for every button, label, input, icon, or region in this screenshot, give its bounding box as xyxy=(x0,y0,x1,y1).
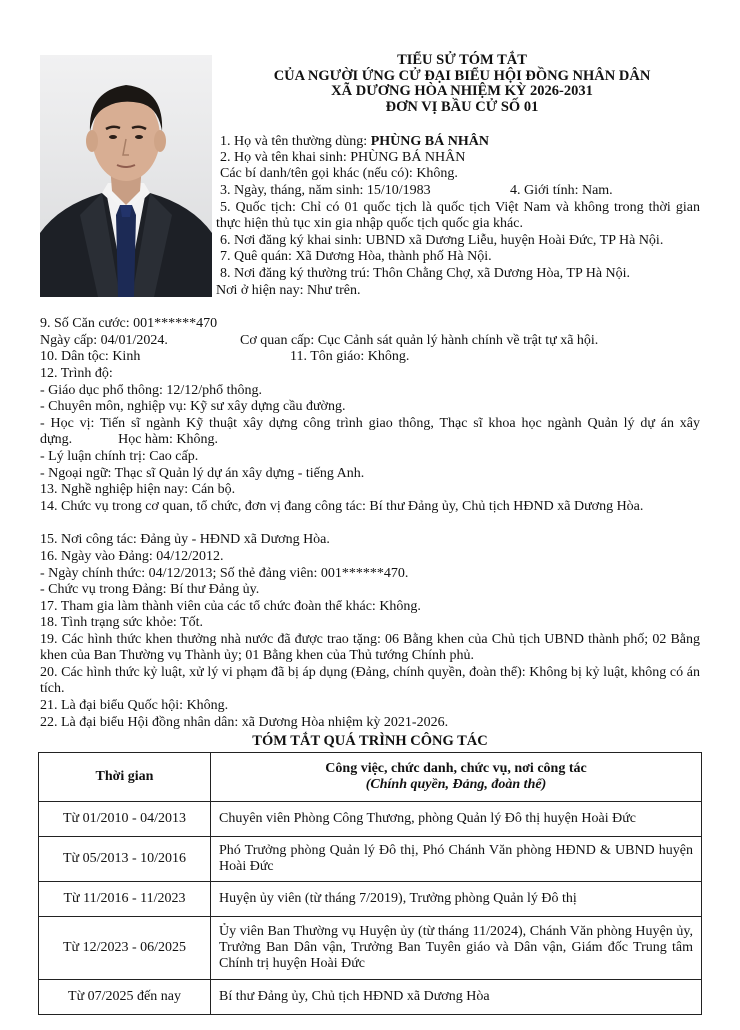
career-desc-cell: Ủy viên Ban Thường vụ Huyện ủy (từ tháng 11/2024), Chánh Văn phòng Huyện ủy, Trưởng Ban Dân vận, Trưởng Ban Tuyên giáo và Dân vận, Giám đốc Trung tâm Chính trị huyện Hoài Đức xyxy=(211,917,702,980)
career-desc-cell: Bí thư Đảng ủy, Chủ tịch HĐND xã Dương Hòa xyxy=(211,980,702,1015)
bio-item-12e: - Ngoại ngữ: Thạc sĩ Quản lý dự án xây dựng - tiếng Anh. xyxy=(40,466,365,481)
bio-item-14: 14. Chức vụ trong cơ quan, tổ chức, đơn vị đang công tác: Bí thư Đảng ủy, Chủ tịch HĐND xã Dương Hòa. xyxy=(40,499,644,514)
bio-item-9a: Ngày cấp: 04/01/2024. xyxy=(40,333,168,348)
bio-item-12c xyxy=(40,416,700,448)
bio-item-16: 16. Ngày vào Đảng: 04/12/2012. xyxy=(40,549,224,564)
bio-item-8b: Nơi ở hiện nay: Như trên. xyxy=(216,283,361,298)
career-col-work-sub: (Chính quyền, Đảng, đoàn thể) xyxy=(365,777,547,792)
heading-line-3: XÃ DƯƠNG HÒA NHIỆM KỲ 2026-2031 xyxy=(331,83,593,99)
career-time-cell: Từ 07/2025 đến nay xyxy=(39,980,211,1015)
bio-item-3: 3. Ngày, tháng, năm sinh: 15/10/1983 xyxy=(220,183,431,198)
bio-item-11: 11. Tôn giáo: Không. xyxy=(290,349,410,364)
bio-item-12a: - Giáo dục phổ thông: 12/12/phổ thông. xyxy=(40,383,263,398)
bio-item-1 xyxy=(220,134,489,150)
bio-item-9: 9. Số Căn cước: 001******470 xyxy=(40,316,218,331)
table-row xyxy=(39,802,702,837)
bio-item-6: 6. Nơi đăng ký khai sinh: UBND xã Dương Liễu, huyện Hoài Đức, TP Hà Nội. xyxy=(220,233,664,248)
bio-item-9b: Cơ quan cấp: Cục Cảnh sát quản lý hành chính về trật tự xã hội. xyxy=(240,333,599,348)
table-row xyxy=(39,980,702,1015)
career-title: TÓM TẮT QUÁ TRÌNH CÔNG TÁC xyxy=(252,733,488,749)
bio-item-8: 8. Nơi đăng ký thường trú: Thôn Chằng Chợ, xã Dương Hòa, TP Hà Nội. xyxy=(220,266,631,281)
bio-item-16a: - Ngày chính thức: 04/12/2013; Số thẻ đảng viên: 001******470. xyxy=(40,566,409,581)
candidate-portrait xyxy=(40,55,212,297)
heading-line-1: TIỂU SỬ TÓM TẮT xyxy=(397,52,527,68)
career-time-cell: Từ 12/2023 - 06/2025 xyxy=(39,917,211,980)
career-col-time: Thời gian xyxy=(39,753,211,802)
bio-item-12c-title: Học hàm: Không. xyxy=(118,432,219,447)
career-table xyxy=(38,752,702,1015)
career-desc-cell: Chuyên viên Phòng Công Thương, phòng Quản lý Đô thị huyện Hoài Đức xyxy=(211,802,702,837)
bio-item-15: 15. Nơi công tác: Đảng ủy - HĐND xã Dương Hòa. xyxy=(40,532,330,547)
career-time-cell: Từ 11/2016 - 11/2023 xyxy=(39,882,211,917)
bio-item-12: 12. Trình độ: xyxy=(40,366,113,381)
document-heading xyxy=(212,53,712,115)
heading-line-4: ĐƠN VỊ BẦU CỬ SỐ 01 xyxy=(385,98,539,115)
career-header-row xyxy=(39,753,702,802)
career-col-work xyxy=(211,753,702,802)
bio-item-19: 19. Các hình thức khen thưởng nhà nước đã được trao tặng: 06 Bằng khen của Chủ tịch UBND thành phố; 02 Bằng khen của Ban Thường vụ Thành ủy; 01 Bằng khen của Thủ tướng Chính phủ. xyxy=(40,632,700,663)
candidate-name: PHÙNG BÁ NHÂN xyxy=(370,134,489,149)
bio-item-18: 18. Tình trạng sức khỏe: Tốt. xyxy=(40,615,203,630)
career-time-cell: Từ 05/2013 - 10/2016 xyxy=(39,837,211,882)
bio-item-20: 20. Các hình thức kỷ luật, xử lý vi phạm đã bị áp dụng (Đảng, chính quyền, đoàn thể): Không bị kỷ luật, không có án tích. xyxy=(40,665,700,696)
table-row xyxy=(39,917,702,980)
bio-item-1-label: 1. Họ và tên thường dùng: xyxy=(220,134,371,149)
bio-item-12b: - Chuyên môn, nghiệp vụ: Kỹ sư xây dựng cầu đường. xyxy=(40,399,346,414)
bio-item-12d: - Lý luận chính trị: Cao cấp. xyxy=(40,449,199,464)
bio-item-5: 5. Quốc tịch: Chỉ có 01 quốc tịch là quốc tịch Việt Nam và không trong thời gian thực hiện thủ tục xin gia nhập quốc tịch quốc gia khác. xyxy=(216,200,700,231)
bio-item-7: 7. Quê quán: Xã Dương Hòa, thành phố Hà Nội. xyxy=(220,249,492,264)
career-desc-cell: Phó Trưởng phòng Quản lý Đô thị, Phó Chánh Văn phòng HĐND & UBND huyện Hoài Đức xyxy=(211,837,702,882)
bio-item-21: 21. Là đại biểu Quốc hội: Không. xyxy=(40,698,229,713)
bio-item-10: 10. Dân tộc: Kinh xyxy=(40,349,141,364)
career-time-cell: Từ 01/2010 - 04/2013 xyxy=(39,802,211,837)
bio-item-22: 22. Là đại biểu Hội đồng nhân dân: xã Dương Hòa nhiệm kỳ 2021-2026. xyxy=(40,715,449,730)
bio-item-17: 17. Tham gia làm thành viên của các tổ chức đoàn thể khác: Không. xyxy=(40,599,421,614)
table-row xyxy=(39,882,702,917)
bio-item-2: 2. Họ và tên khai sinh: PHÙNG BÁ NHÂN xyxy=(220,150,466,165)
bio-item-16b: - Chức vụ trong Đảng: Bí thư Đảng ủy. xyxy=(40,582,260,597)
bio-item-2b: Các bí danh/tên gọi khác (nếu có): Không. xyxy=(220,166,458,181)
bio-item-4: 4. Giới tính: Nam. xyxy=(510,183,613,198)
bio-item-12c-degree: - Học vị: Tiến sĩ ngành Kỹ thuật xây dựng công trình giao thông, Thạc sĩ khoa học ngành Quản lý dự án xây dựng. xyxy=(40,416,700,447)
bio-item-13: 13. Nghề nghiệp hiện nay: Cán bộ. xyxy=(40,482,236,497)
career-desc-cell: Huyện ủy viên (từ tháng 7/2019), Trưởng phòng Quản lý Đô thị xyxy=(211,882,702,917)
career-col-work-label: Công việc, chức danh, chức vụ, nơi công tác xyxy=(325,761,587,776)
table-row xyxy=(39,837,702,882)
heading-line-2: CỦA NGƯỜI ỨNG CỬ ĐẠI BIỂU HỘI ĐỒNG NHÂN DÂN xyxy=(273,67,651,84)
